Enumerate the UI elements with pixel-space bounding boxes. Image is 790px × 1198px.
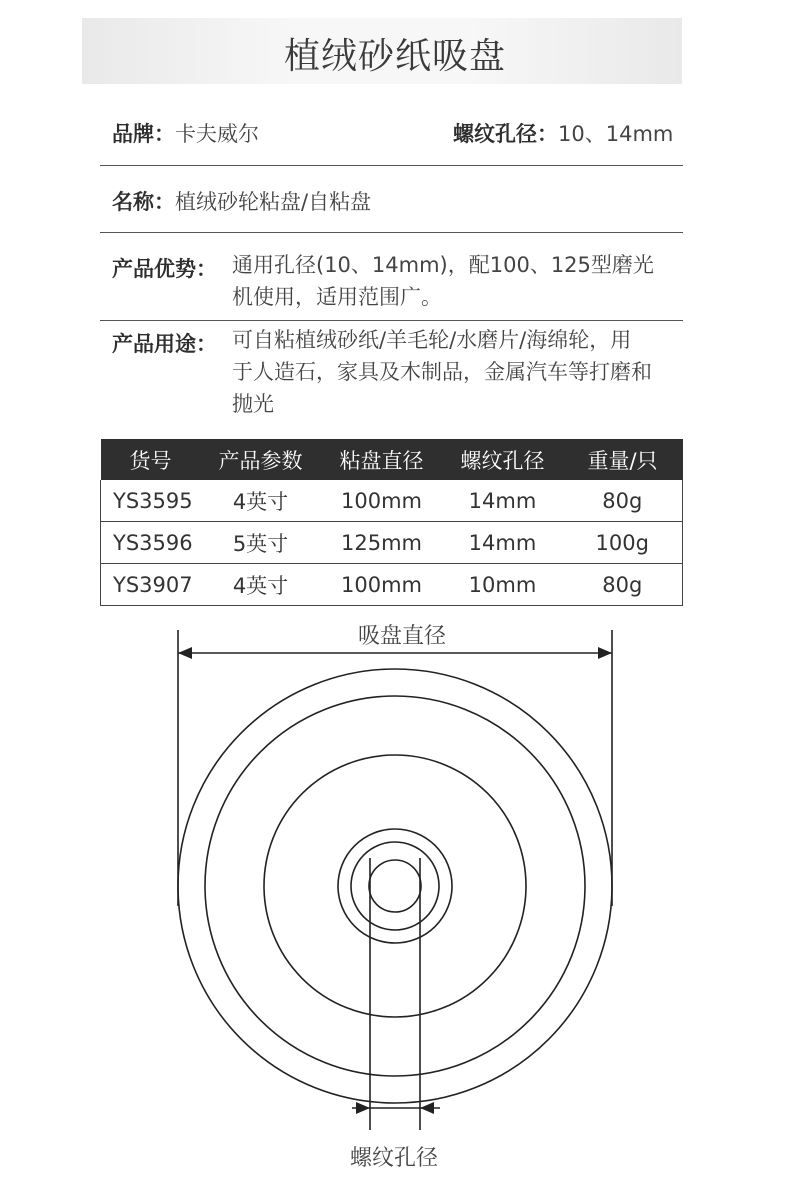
divider (100, 232, 683, 233)
table-cell: 100mm (321, 564, 443, 606)
thread-label: 螺纹孔径： (453, 122, 558, 146)
disc-inner-circle (264, 755, 526, 1017)
table-cell: 4英寸 (201, 564, 321, 606)
advantage-text (232, 249, 654, 313)
name-value: 植绒砂轮粘盘/自粘盘 (175, 190, 372, 214)
disc-outer-circle (178, 669, 612, 1103)
hub-outer-circle (338, 829, 452, 943)
hub-inner-circle (351, 842, 439, 930)
divider (100, 165, 683, 166)
page-title: 植绒砂纸吸盘 (283, 36, 506, 77)
table-cell: 80g (563, 480, 683, 522)
advantage-line: 通用孔径(10、14mm)，配100、125型磨光 (232, 253, 654, 277)
arrow-right-icon (598, 647, 612, 659)
header-cell: 重量/只 (563, 439, 683, 480)
usage-text (232, 324, 652, 420)
disc-diagram (0, 610, 790, 1198)
brand-row (112, 118, 259, 148)
advantage-line: 机使用，适用范围广。 (232, 285, 442, 309)
table-cell: 125mm (321, 522, 443, 564)
table-cell: 4英寸 (201, 480, 321, 522)
disc-ring-circle (205, 696, 585, 1076)
table-cell: 80g (563, 564, 683, 606)
usage-label: 产品用途： (112, 332, 217, 356)
header-cell: 货号 (101, 439, 201, 480)
arrow-right-icon (356, 1102, 370, 1114)
advantage-label: 产品优势： (112, 257, 217, 281)
table-cell: 100mm (321, 480, 443, 522)
name-row (112, 186, 371, 216)
table-cell: 14mm (443, 522, 563, 564)
diameter-label: 吸盘直径 (358, 624, 447, 649)
table-cell: YS3596 (101, 522, 201, 564)
table-cell: 100g (563, 522, 683, 564)
header-cell: 螺纹孔径 (443, 439, 563, 480)
usage-line: 于人造石，家具及木制品，金属汽车等打磨和 (232, 360, 652, 384)
table-cell: YS3907 (101, 564, 201, 606)
usage-line: 抛光 (232, 392, 274, 416)
table-cell: 10mm (443, 564, 563, 606)
name-label: 名称： (112, 190, 175, 214)
arrow-left-icon (178, 647, 192, 659)
thread-value: 10、14mm (558, 122, 674, 146)
header-cell: 产品参数 (201, 439, 321, 480)
table-row (101, 564, 683, 606)
spec-table (100, 439, 683, 606)
thread-row (453, 118, 673, 148)
table-row (101, 522, 683, 564)
thread-hole-circle (369, 860, 421, 912)
brand-value: 卡夫威尔 (175, 122, 259, 146)
table-cell: YS3595 (101, 480, 201, 522)
table-header-row (101, 439, 683, 480)
arrow-left-icon (420, 1102, 434, 1114)
header-cell: 粘盘直径 (321, 439, 443, 480)
brand-label: 品牌： (112, 122, 175, 146)
divider (100, 320, 683, 321)
usage-line: 可自粘植绒砂纸/羊毛轮/水磨片/海绵轮，用 (232, 328, 632, 352)
table-cell: 5英寸 (201, 522, 321, 564)
table-cell: 14mm (443, 480, 563, 522)
table-row (101, 480, 683, 522)
thread-hole-label: 螺纹孔径 (350, 1146, 439, 1171)
